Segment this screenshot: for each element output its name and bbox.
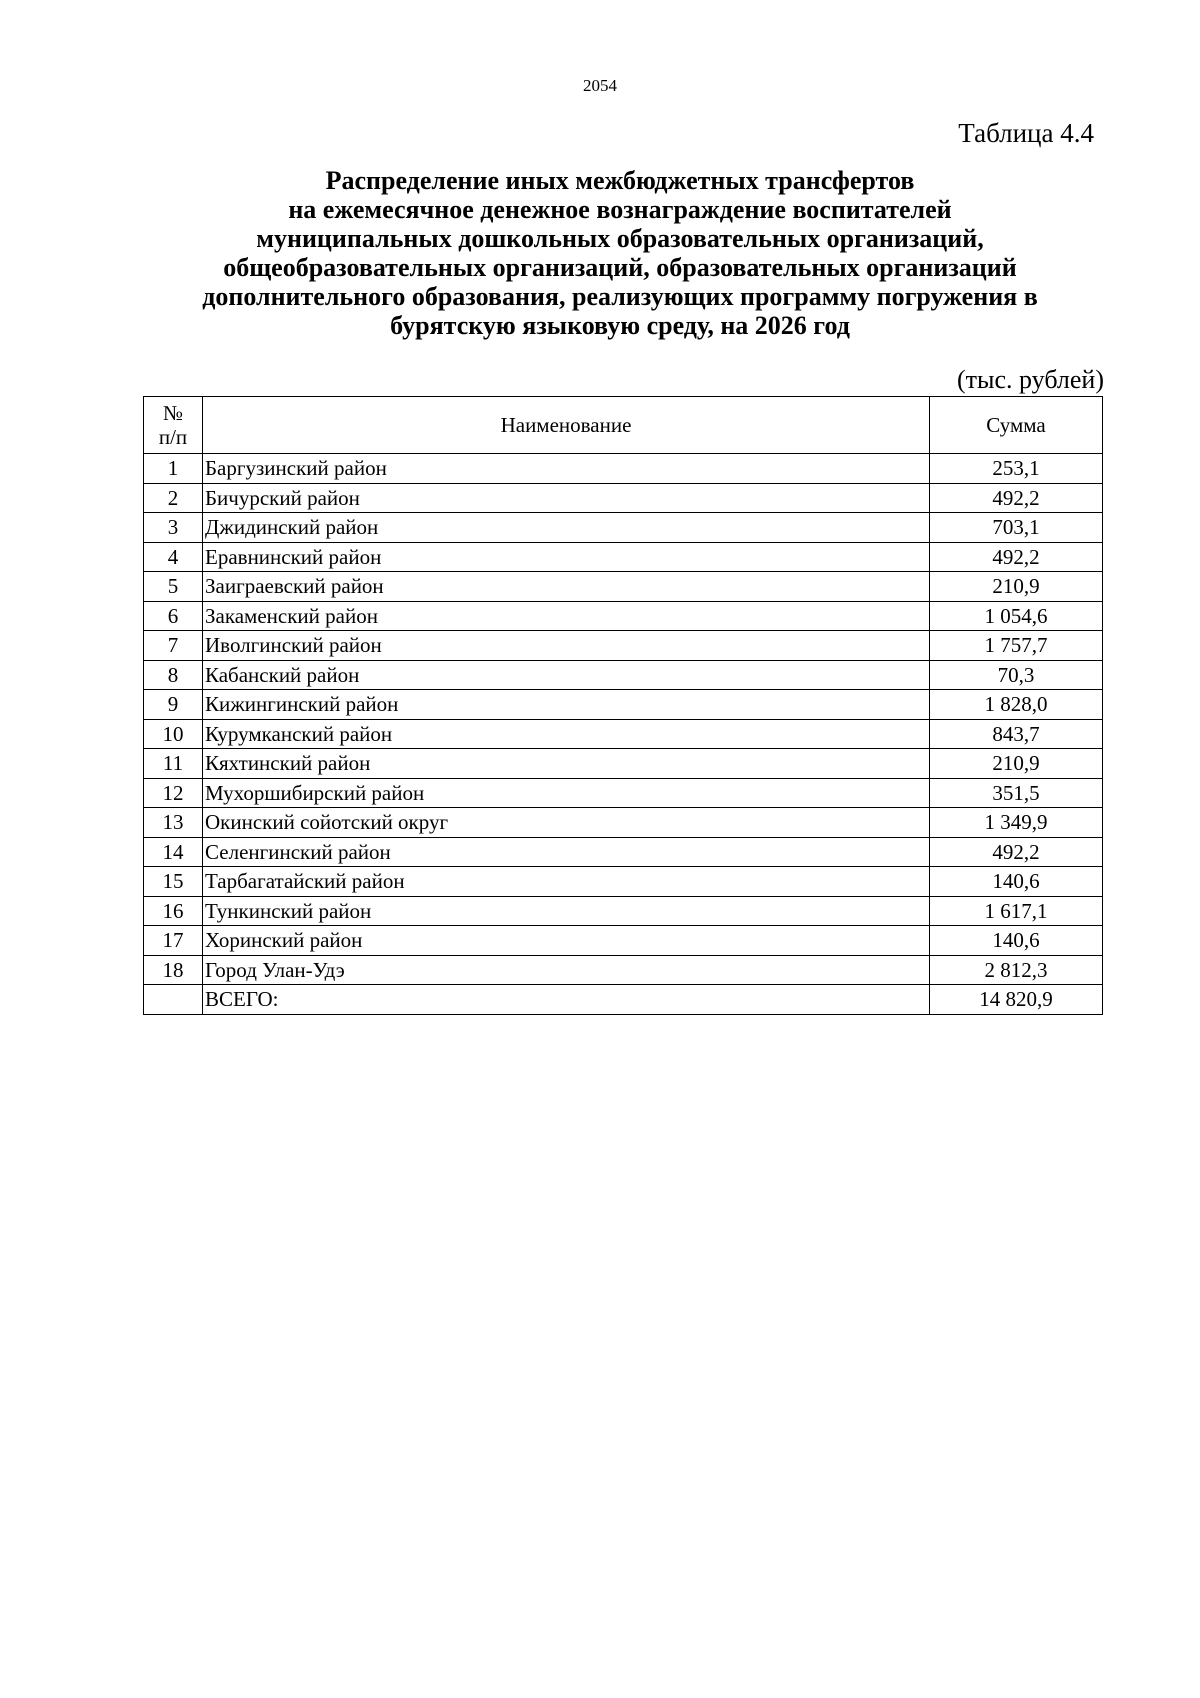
title-line: дополнительного образования, реализующих программу погружения в — [202, 282, 1038, 311]
table-row — [144, 749, 1103, 779]
row-number: 5 — [144, 572, 203, 602]
table-row — [144, 660, 1103, 690]
row-sum: 492,2 — [930, 483, 1103, 513]
page-number: 2054 — [583, 76, 617, 95]
title-line: общеобразовательных организаций, образовательных организаций — [223, 253, 1017, 282]
title-line: муниципальных дошкольных образовательных организаций, — [256, 224, 984, 253]
table-row — [144, 867, 1103, 897]
table-row — [144, 542, 1103, 572]
row-number: 16 — [144, 896, 203, 926]
row-name: Тарбагатайский район — [203, 867, 930, 897]
table-row — [144, 631, 1103, 661]
row-sum: 1 757,7 — [930, 631, 1103, 661]
row-number: 3 — [144, 513, 203, 543]
row-sum: 2 812,3 — [930, 955, 1103, 985]
table-row — [144, 808, 1103, 838]
row-sum: 14 820,9 — [930, 985, 1103, 1015]
row-sum: 703,1 — [930, 513, 1103, 543]
row-sum: 1 349,9 — [930, 808, 1103, 838]
row-sum: 843,7 — [930, 719, 1103, 749]
table-row — [144, 837, 1103, 867]
header-num-symbol: № — [162, 401, 184, 425]
distribution-table — [143, 396, 1103, 1015]
row-number: 17 — [144, 926, 203, 956]
table-row — [144, 454, 1103, 484]
row-name: Закаменский район — [203, 601, 930, 631]
row-sum: 1 054,6 — [930, 601, 1103, 631]
row-number: 1 — [144, 454, 203, 484]
row-name: Тункинский район — [203, 896, 930, 926]
row-number: 9 — [144, 690, 203, 720]
row-number: 10 — [144, 719, 203, 749]
table-label: Таблица 4.4 — [958, 118, 1094, 148]
header-name: Наименование — [203, 397, 930, 454]
row-sum: 1 828,0 — [930, 690, 1103, 720]
row-number: 14 — [144, 837, 203, 867]
row-name: Хоринский район — [203, 926, 930, 956]
row-sum: 351,5 — [930, 778, 1103, 808]
row-name: Курумканский район — [203, 719, 930, 749]
table-row — [144, 955, 1103, 985]
table-header-row — [144, 397, 1103, 454]
table-row — [144, 719, 1103, 749]
table-row — [144, 513, 1103, 543]
row-name: Мухоршибирский район — [203, 778, 930, 808]
row-name: Еравнинский район — [203, 542, 930, 572]
units-label: (тыс. рублей) — [956, 365, 1104, 394]
total-row — [144, 985, 1103, 1015]
table-row — [144, 926, 1103, 956]
header-num — [144, 397, 203, 454]
header-sum: Сумма — [930, 397, 1103, 454]
document-title — [140, 166, 1100, 340]
row-name: ВСЕГО: — [203, 985, 930, 1015]
row-sum: 492,2 — [930, 542, 1103, 572]
table-body — [144, 454, 1103, 1015]
row-number: 15 — [144, 867, 203, 897]
row-number: 18 — [144, 955, 203, 985]
row-name: Город Улан-Удэ — [203, 955, 930, 985]
row-sum: 1 617,1 — [930, 896, 1103, 926]
row-number: 11 — [144, 749, 203, 779]
row-sum: 140,6 — [930, 926, 1103, 956]
row-name: Окинский сойотский округ — [203, 808, 930, 838]
row-sum: 210,9 — [930, 749, 1103, 779]
table-row — [144, 690, 1103, 720]
table-row — [144, 896, 1103, 926]
table-row — [144, 483, 1103, 513]
row-number: 4 — [144, 542, 203, 572]
title-line: Распределение иных межбюджетных трансфертов — [325, 166, 915, 195]
row-sum: 253,1 — [930, 454, 1103, 484]
row-number: 8 — [144, 660, 203, 690]
row-number: 2 — [144, 483, 203, 513]
row-number: 12 — [144, 778, 203, 808]
row-number: 7 — [144, 631, 203, 661]
row-name: Заиграевский район — [203, 572, 930, 602]
row-name: Бичурский район — [203, 483, 930, 513]
table-row — [144, 572, 1103, 602]
row-name: Иволгинский район — [203, 631, 930, 661]
row-name: Кабанский район — [203, 660, 930, 690]
row-number: 13 — [144, 808, 203, 838]
row-name: Кяхтинский район — [203, 749, 930, 779]
row-name: Баргузинский район — [203, 454, 930, 484]
table-row — [144, 778, 1103, 808]
table-row — [144, 601, 1103, 631]
row-sum: 492,2 — [930, 837, 1103, 867]
row-number: 6 — [144, 601, 203, 631]
row-name: Селенгинский район — [203, 837, 930, 867]
row-sum: 210,9 — [930, 572, 1103, 602]
row-number — [144, 985, 203, 1015]
title-line: бурятскую языковую среду, на 2026 год — [390, 311, 850, 340]
header-num-abbr: п/п — [158, 425, 188, 449]
row-name: Кижингинский район — [203, 690, 930, 720]
row-sum: 70,3 — [930, 660, 1103, 690]
row-name: Джидинский район — [203, 513, 930, 543]
title-line: на ежемесячное денежное вознаграждение воспитателей — [288, 195, 952, 224]
row-sum: 140,6 — [930, 867, 1103, 897]
